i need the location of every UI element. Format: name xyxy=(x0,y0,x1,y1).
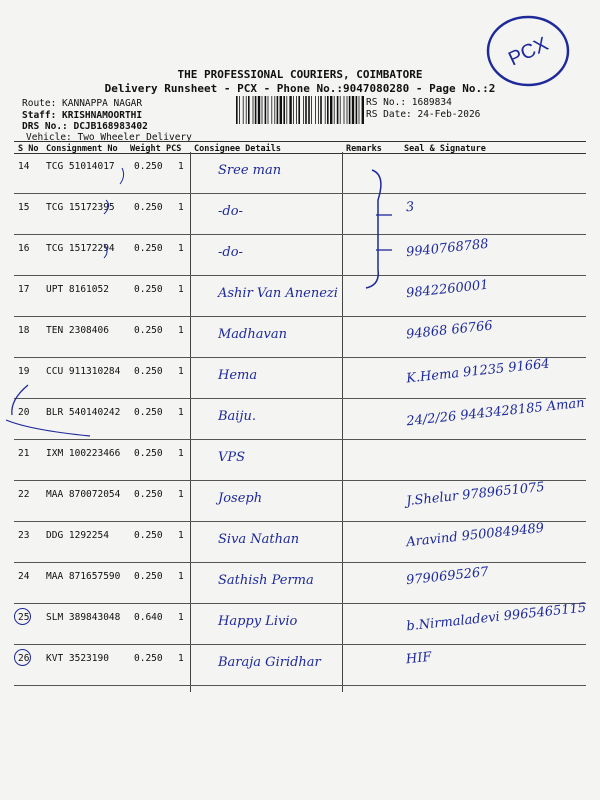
weight-value: 0.250 xyxy=(134,448,163,459)
barcode-bar xyxy=(248,96,250,124)
consignee-handwriting: -do- xyxy=(218,245,243,260)
barcode-bar xyxy=(243,96,244,124)
consignment-number: TCG 15172294 xyxy=(46,243,115,254)
serial-circle-mark xyxy=(14,649,31,666)
barcode-bar xyxy=(330,96,332,124)
barcode-bar xyxy=(268,96,269,124)
pieces-count: 1 xyxy=(178,489,184,500)
consignee-handwriting: Hema xyxy=(218,368,258,383)
consignee-handwriting: -do- xyxy=(218,204,243,219)
serial-number: 26 xyxy=(18,653,30,664)
col-remarks: Remarks xyxy=(346,144,382,154)
serial-number: 16 xyxy=(18,243,30,254)
serial-number: 15 xyxy=(18,202,30,213)
staff-label: Staff: KRISHNAMOORTHI xyxy=(22,110,143,121)
pieces-count: 1 xyxy=(178,653,184,664)
signature-handwriting: b.Nirmaladevi 9965465115 xyxy=(405,600,587,635)
consignment-number: UPT 8161052 xyxy=(46,284,109,295)
barcode-bar xyxy=(337,96,339,124)
table-row xyxy=(14,194,586,235)
barcode-bar xyxy=(308,96,310,124)
consignee-handwriting: Baiju. xyxy=(218,409,256,424)
pieces-count: 1 xyxy=(178,448,184,459)
weight-value: 0.250 xyxy=(134,202,163,213)
route-label: Route: KANNAPPA NAGAR xyxy=(22,98,143,109)
table-row xyxy=(14,563,586,604)
barcode-bar xyxy=(293,96,294,124)
drs-label: DRS No.: DCJB168983402 xyxy=(22,121,148,132)
weight-value: 0.250 xyxy=(134,366,163,377)
serial-number: 25 xyxy=(18,612,30,623)
barcode-bar xyxy=(334,96,335,124)
consignee-handwriting: VPS xyxy=(218,450,246,465)
weight-value: 0.250 xyxy=(134,161,163,172)
table-row xyxy=(14,235,586,276)
barcode-bar xyxy=(236,96,238,124)
serial-number: 17 xyxy=(18,284,30,295)
serial-number: 23 xyxy=(18,530,30,541)
row-divider xyxy=(14,685,586,686)
stamp-text: PCX xyxy=(505,33,552,71)
barcode-bar xyxy=(283,96,285,124)
barcode-bar xyxy=(253,96,254,124)
consignment-number: TEN 2308406 xyxy=(46,325,109,336)
barcode-bar xyxy=(274,96,275,124)
pieces-count: 1 xyxy=(178,407,184,418)
barcode-bar xyxy=(349,96,351,124)
weight-value: 0.250 xyxy=(134,407,163,418)
table-row xyxy=(14,358,586,399)
barcode-bar xyxy=(303,96,304,124)
signature-handwriting: J.Shelur 9789651075 xyxy=(405,479,546,510)
pieces-count: 1 xyxy=(178,243,184,254)
weight-value: 0.250 xyxy=(134,284,163,295)
signature-handwriting: 9842260001 xyxy=(405,277,490,302)
consignee-handwriting: Joseph xyxy=(218,491,263,506)
pieces-count: 1 xyxy=(178,284,184,295)
barcode xyxy=(236,96,364,124)
consignment-number: BLR 540140242 xyxy=(46,407,121,418)
barcode-bar xyxy=(289,96,291,124)
rs-date: RS Date: 24-Feb-2026 xyxy=(366,109,481,120)
serial-circle-mark xyxy=(14,608,31,625)
barcode-bar xyxy=(344,96,345,124)
table-row xyxy=(14,395,586,440)
barcode-bar xyxy=(347,96,348,124)
barcode-bar xyxy=(340,96,341,124)
consignment-number: KVT 3523190 xyxy=(46,653,109,664)
rs-number: RS No.: 1689834 xyxy=(366,97,452,108)
signature-handwriting: 94868 66766 xyxy=(405,318,494,343)
table-row xyxy=(14,600,587,645)
pieces-count: 1 xyxy=(178,571,184,582)
barcode-bar xyxy=(239,96,240,124)
consignment-number: SLM 389843048 xyxy=(46,612,121,623)
consignee-handwriting: Siva Nathan xyxy=(218,532,300,547)
table-row xyxy=(14,522,586,563)
consignee-handwriting: Ashir Van Anenezi xyxy=(218,286,338,301)
pieces-count: 1 xyxy=(178,161,184,172)
consignee-handwriting: Madhavan xyxy=(218,327,287,342)
barcode-bar xyxy=(356,96,358,124)
weight-value: 0.250 xyxy=(134,489,163,500)
company-title: THE PROFESSIONAL COURIERS, COIMBATORE xyxy=(177,68,423,81)
barcode-bar xyxy=(298,96,300,124)
weight-value: 0.250 xyxy=(134,325,163,336)
pieces-count: 1 xyxy=(178,366,184,377)
consignment-number: IXM 100223466 xyxy=(46,448,121,459)
pieces-count: 1 xyxy=(178,325,184,336)
serial-number: 20 xyxy=(18,407,30,418)
signature-handwriting: HIF xyxy=(405,649,433,668)
table-row xyxy=(14,276,586,317)
col-seal-signature: Seal & Signature xyxy=(404,144,486,154)
table-row xyxy=(14,153,586,194)
signature-handwriting: Aravind 9500849489 xyxy=(405,520,545,551)
weight-value: 0.250 xyxy=(134,530,163,541)
barcode-bar xyxy=(262,96,263,124)
weight-value: 0.640 xyxy=(134,612,163,623)
table-row xyxy=(14,481,586,522)
signature-handwriting: 3 xyxy=(405,199,416,216)
consignee-handwriting: Sathish Perma xyxy=(218,573,314,588)
table-row xyxy=(14,645,586,686)
barcode-bar xyxy=(305,96,307,124)
serial-number: 19 xyxy=(18,366,30,377)
barcode-bar xyxy=(315,96,316,124)
serial-number: 24 xyxy=(18,571,30,582)
serial-number: 18 xyxy=(18,325,30,336)
barcode-bar xyxy=(255,96,257,124)
weight-value: 0.250 xyxy=(134,243,163,254)
serial-number: 14 xyxy=(18,161,30,172)
barcode-bar xyxy=(359,96,360,124)
barcode-bar xyxy=(362,96,364,124)
consignee-handwriting: Happy Livio xyxy=(218,614,298,629)
barcode-bar xyxy=(246,96,247,124)
consignment-number: MAA 871657590 xyxy=(46,571,121,582)
serial-number: 21 xyxy=(18,448,30,459)
barcode-bar xyxy=(325,96,326,124)
consignment-number: DDG 1292254 xyxy=(46,530,109,541)
signature-handwriting: K.Hema 91235 91664 xyxy=(405,356,551,387)
pieces-count: 1 xyxy=(178,612,184,623)
col-sno: S No xyxy=(18,144,39,154)
consignee-handwriting: Baraja Giridhar xyxy=(218,655,321,670)
consignment-number: MAA 870072054 xyxy=(46,489,121,500)
signature-handwriting: 9940768788 xyxy=(405,236,490,261)
barcode-bar xyxy=(280,96,282,124)
vehicle-label: Vehicle: Two Wheeler Delivery xyxy=(26,132,192,143)
pieces-count: 1 xyxy=(178,530,184,541)
barcode-bar xyxy=(265,96,267,124)
barcode-bar xyxy=(327,96,329,124)
consignment-number: TCG 15172395 xyxy=(46,202,115,213)
barcode-bar xyxy=(318,96,319,124)
barcode-bar xyxy=(352,96,354,124)
header-top-rule xyxy=(14,141,586,142)
barcode-bar xyxy=(271,96,272,124)
col-pcs: PCS xyxy=(166,144,182,154)
col-consignee: Consignee Details xyxy=(194,144,281,154)
barcode-bar xyxy=(320,96,322,124)
serial-number: 22 xyxy=(18,489,30,500)
consignee-handwriting: Sree man xyxy=(218,163,282,178)
barcode-bar xyxy=(311,96,312,124)
table-row xyxy=(14,317,586,358)
pieces-count: 1 xyxy=(178,202,184,213)
col-weight: Weight xyxy=(130,144,161,154)
weight-value: 0.250 xyxy=(134,653,163,664)
barcode-bar xyxy=(286,96,287,124)
consignment-number: CCU 911310284 xyxy=(46,366,121,377)
table-row xyxy=(14,440,586,481)
barcode-bar xyxy=(258,96,260,124)
signature-handwriting: 24/2/26 9443428185 Aman xyxy=(405,395,586,430)
weight-value: 0.250 xyxy=(134,571,163,582)
runsheet-subtitle: Delivery Runsheet - PCX - Phone No.:9047080280 - Page No.:2 xyxy=(104,82,496,95)
col-consignment: Consignment No xyxy=(46,144,118,154)
consignment-number: TCG 51014017 xyxy=(46,161,115,172)
barcode-bar xyxy=(277,96,279,124)
signature-handwriting: 9790695267 xyxy=(405,564,490,589)
barcode-bar xyxy=(296,96,297,124)
